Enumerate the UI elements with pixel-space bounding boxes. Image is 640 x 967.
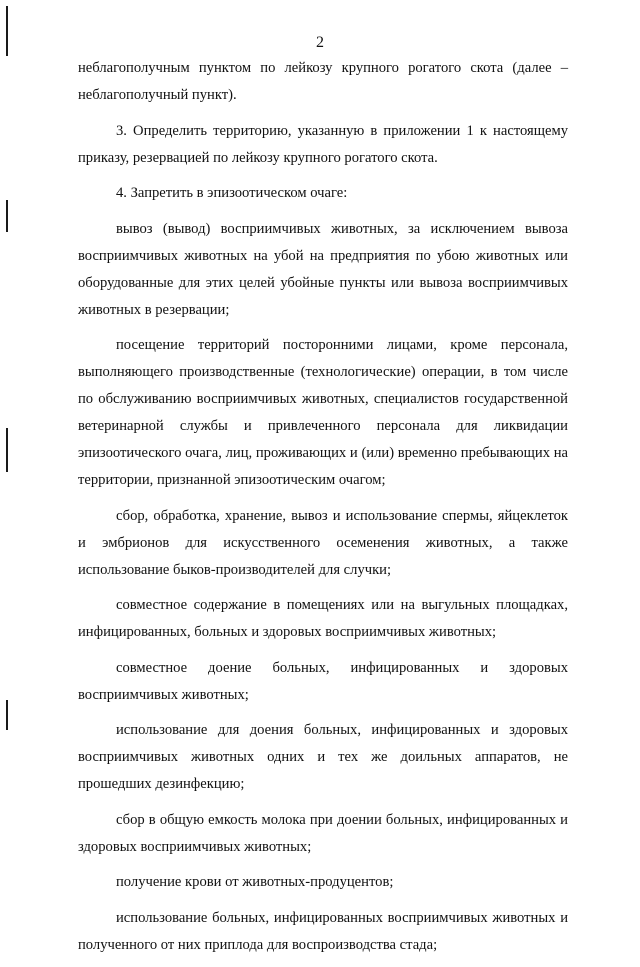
prohibition-blood: получение крови от животных-продуцентов; (116, 874, 394, 890)
scan-edge-mark (6, 200, 8, 232)
prohibition-export: вывоз (вывод) восприимчивых животных, за исключением вывоза восприимчивых животных на убой на предприятия по убою животных или оборудованные для этих целей убойные пункты или вывоза восприимчивых животных в резервации; (78, 220, 568, 318)
prohibition-semen: сбор, обработка, хранение, вывоз и использование спермы, яйцеклеток и эмбрионов для искусственного осеменения животных, а также использование быков-производителей для случки; (78, 507, 568, 578)
prohibition-joint-milking: совместное доение больных, инфицированных и здоровых восприимчивых животных; (78, 659, 568, 703)
scan-edge-mark (6, 428, 8, 472)
paragraph-item-3: 3. Определить территорию, указанную в приложении 1 к настоящему приказу, резервацией по лейкозу крупного рогатого скота. (78, 122, 568, 166)
document-body (78, 55, 568, 967)
prohibition-breeding: использование больных, инфицированных восприимчивых животных и полученного от них приплода для воспроизводства стада; (78, 909, 568, 953)
page-number: 2 (316, 34, 324, 51)
prohibition-visits: посещение территорий посторонними лицами, кроме персонала, выполняющего производственные (технологические) операции, в том числе по обслуживанию восприимчивых животных, специалистов государственной ветеринарной службы и привлеченного персонала для ликвидации эпизоотического очага, лиц, проживающих и (или) временно пребывающих на территории, признанной эпизоотическим очагом; (78, 337, 568, 488)
paragraph-item-4: 4. Запретить в эпизоотическом очаге: (116, 185, 348, 201)
paragraph-continuation: неблагополучным пунктом по лейкозу крупного рогатого скота (далее – неблагополучный пункт). (78, 60, 568, 103)
scan-edge-mark (6, 700, 8, 730)
prohibition-milking-machines: использование для доения больных, инфицированных и здоровых восприимчивых животных одних и тех же доильных аппаратов, не прошедших дезинфекцию; (78, 722, 568, 792)
prohibition-milk-collection: сбор в общую емкость молока при доении больных, инфицированных и здоровых восприимчивых животных; (78, 811, 568, 855)
prohibition-joint-keeping: совместное содержание в помещениях или на выгульных площадках, инфицированных, больных и здоровых восприимчивых животных; (78, 597, 568, 640)
